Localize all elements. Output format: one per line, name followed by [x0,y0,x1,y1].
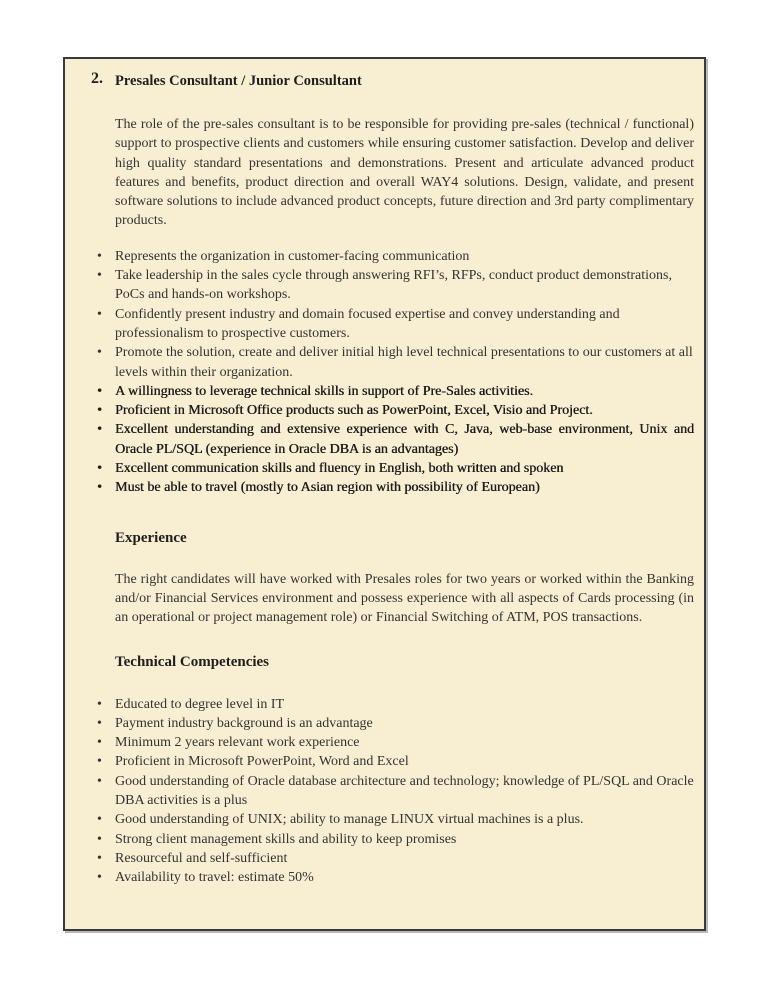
bullet-icon: • [97,812,102,828]
responsibility-item-text: Must be able to travel (mostly to Asian region with possibility of European) [115,480,540,496]
technical-competency-item-text: Strong client management skills and ability to keep promises [115,831,457,847]
bullet-icon: • [97,870,102,886]
section-heading [91,70,694,91]
responsibility-item-text: A willingness to leverage technical skills in support of Pre-Sales activities. [115,383,533,399]
technical-competency-item-text: Payment industry background is an advantage [115,715,373,731]
technical-competency-item-text: Good understanding of Oracle database architecture and technology; knowledge of PL/SQL and Oracle DBA activities is a plus [115,773,694,809]
responsibility-item-text: Represents the organization in customer-facing communication [115,248,470,264]
technical-competency-item-text: Minimum 2 years relevant work experience [115,735,360,751]
technical-competency-item-text: Good understanding of UNIX; ability to manage LINUX virtual machines is a plus. [115,812,584,828]
responsibility-item-text: Confidently present industry and domain focused expertise and convey understanding and professionalism to prospective customers. [115,306,620,341]
technical-competency-item-text: Resourceful and self-sufficient [115,850,288,866]
bullet-icon: • [97,403,102,419]
experience-heading: Experience [115,529,187,546]
responsibility-item [97,382,694,401]
technical-competency-item-text: Availability to travel: estimate 50% [115,870,314,886]
bullet-icon: • [97,735,102,751]
responsibility-item-text: Excellent communication skills and fluency in English, both written and spoken [115,461,564,477]
responsibility-item [97,459,694,478]
section-number: 2. [91,70,103,87]
technical-competency-item [97,810,694,829]
technical-competency-item [97,695,694,714]
technical-competency-item [97,868,694,887]
technical-competency-item [97,752,694,771]
role-intro-paragraph: The role of the pre-sales consultant is to be responsible for providing pre-sales (technical / functional) support to prospective clients and customers while ensuring customer satisfaction. Develop and deliver high quality standard presentations and demonstrations. Present and articulate advanced product features and benefits, product direction and overall WAY4 solutions. Design, validate, and present software solutions to include advanced product concepts, future direction and 3rd party complimentary products. [115,117,694,229]
responsibility-item [97,266,694,305]
section-title: Presales Consultant / Junior Consultant [115,73,362,89]
responsibility-item-text: Excellent understanding and extensive experience with C, Java, web-base environment, Unix and Oracle PL/SQL (experience in Oracle DBA is an advantages) [115,422,694,457]
technical-competency-item [97,714,694,733]
responsibility-item-text: Proficient in Microsoft Office products such as PowerPoint, Excel, Visio and Project. [115,403,593,419]
technical-competencies-list [97,695,694,888]
bullet-icon: • [97,696,102,712]
experience-paragraph: The right candidates will have worked with Presales roles for two years or worked within the Banking and/or Financial Services environment and possess experience with all aspects of Cards processing (in an operational or project management role) or Financial Switching of ATM, POS transactions. [115,571,694,626]
bullet-icon: • [97,422,102,438]
responsibility-item [97,343,694,382]
responsibility-item [97,305,694,344]
responsibilities-list [97,247,694,498]
technical-competency-item [97,772,694,811]
responsibility-item-text: Take leadership in the sales cycle through answering RFI’s, RFPs, conduct product demonstrations, PoCs and hands-on workshops. [115,268,672,303]
bullet-icon: • [97,754,102,770]
responsibility-item-text: Promote the solution, create and deliver initial high level technical presentations to our customers at all levels within their organization. [115,345,693,380]
bullet-icon: • [97,306,102,322]
bullet-icon: • [97,773,102,789]
technical-competency-item-text: Proficient in Microsoft PowerPoint, Word and Excel [115,754,409,770]
bullet-icon: • [97,461,102,477]
responsibility-item [97,420,694,459]
technical-competency-item-text: Educated to degree level in IT [115,696,285,712]
bullet-icon: • [97,715,102,731]
bullet-icon: • [97,850,102,866]
bullet-icon: • [97,345,102,361]
technical-competency-item [97,849,694,868]
technical-competency-item [97,733,694,752]
responsibility-item [97,401,694,420]
bullet-icon: • [97,268,102,284]
job-description-panel [63,57,706,931]
technical-competency-item [97,830,694,849]
responsibility-item [97,247,694,266]
bullet-icon: • [97,248,102,264]
bullet-icon: • [97,831,102,847]
technical-competencies-heading: Technical Competencies [115,653,270,670]
bullet-icon: • [97,383,102,399]
responsibility-item [97,478,694,497]
bullet-icon: • [97,480,102,496]
